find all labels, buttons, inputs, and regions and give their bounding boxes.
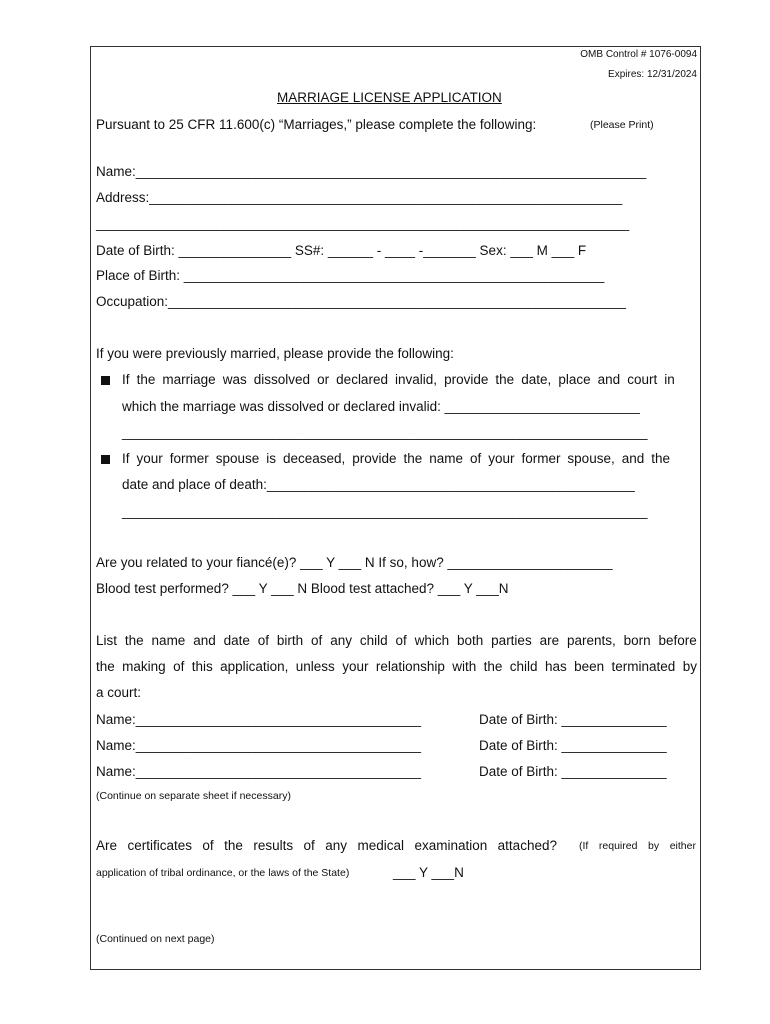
address-field[interactable]: Address:_______________________________________________________________ [96,190,623,205]
child-name-field[interactable]: Name:______________________________________ [96,712,422,727]
medical-requirement-note-cont: application of tribal ordinance, or the laws of the State) [96,867,350,879]
child-name-field[interactable]: Name:______________________________________ [96,738,422,753]
child-dob-field[interactable]: Date of Birth: ______________ [479,764,667,779]
deceased-spouse-field-cont[interactable]: ______________________________________________________________________ [122,504,648,519]
form-title: MARRIAGE LICENSE APPLICATION [277,90,502,105]
continue-note: (Continue on separate sheet if necessary) [96,790,291,802]
medical-question: Are certificates of the results of any medical examination attached? [96,838,557,853]
bullet1-line1: If the marriage was dissolved or declared invalid, provide the date, place and court in [122,372,675,387]
continued-next-page: (Continued on next page) [96,933,215,945]
dob-ss-sex-line[interactable]: Date of Birth: _______________ SS#: ______ - ____ -_______ Sex: ___ M ___ F [96,243,587,258]
deceased-spouse-field[interactable]: date and place of death:_________________________________________________ [122,477,635,492]
child-dob-field[interactable]: Date of Birth: ______________ [479,738,667,753]
address-continued-field[interactable]: _______________________________________________________________________ [96,216,630,231]
bullet-square-icon [101,455,110,464]
please-print-note: (Please Print) [590,119,654,131]
child-dob-field[interactable]: Date of Birth: ______________ [479,712,667,727]
bullet-square-icon [101,376,110,385]
dissolved-marriage-field-cont[interactable]: ______________________________________________________________________ [122,425,648,440]
omb-control-number: OMB Control # 1076-0094 [580,49,697,60]
intro-text: Pursuant to 25 CFR 11.600(c) “Marriages,” please complete the following: [96,117,537,132]
blood-test-line[interactable]: Blood test performed? ___ Y ___ N Blood test attached? ___ Y ___N [96,581,509,596]
medical-requirement-note: (If required by either [579,840,696,852]
related-to-fiance-line[interactable]: Are you related to your fiancé(e)? ___ Y ___ N If so, how? ______________________ [96,555,613,570]
children-intro-line2: the making of this application, unless your relationship with the child has been terminated by [96,659,697,674]
children-intro-line3: a court: [96,685,142,700]
name-field[interactable]: Name:____________________________________________________________________ [96,164,647,179]
place-of-birth-field[interactable]: Place of Birth: ________________________________________________________ [96,268,605,283]
child-name-field[interactable]: Name:______________________________________ [96,764,422,779]
expiration-date: Expires: 12/31/2024 [608,69,697,80]
previous-marriage-intro: If you were previously married, please provide the following: [96,346,454,361]
medical-yn-field[interactable]: ___ Y ___N [393,865,464,880]
dissolved-marriage-field[interactable]: which the marriage was dissolved or declared invalid: __________________________ [122,399,640,414]
bullet2-line1: If your former spouse is deceased, provide the name of your former spouse, and the [122,451,670,466]
occupation-field[interactable]: Occupation:_____________________________________________________________ [96,294,627,309]
children-intro-line1: List the name and date of birth of any child of which both parties are parents, born before [96,633,697,648]
